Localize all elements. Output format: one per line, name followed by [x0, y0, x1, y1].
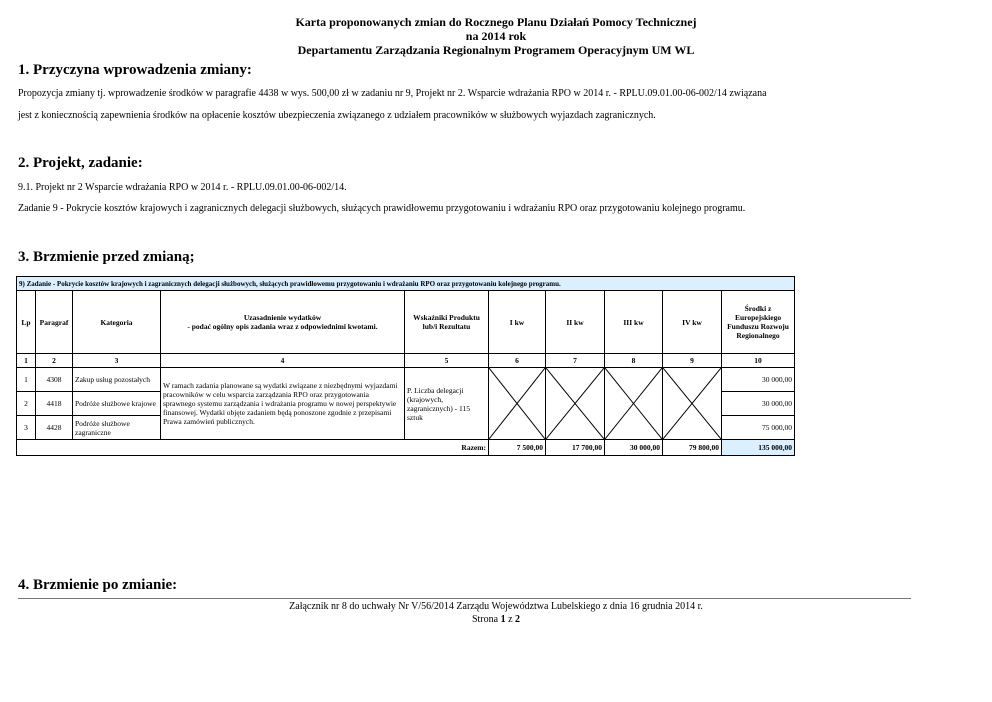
section3-heading: 3. Brzmienie przed zmianą;	[18, 249, 195, 265]
page-current: 1	[500, 614, 506, 625]
sum-row	[17, 440, 795, 456]
department-name: Departamentu Zarządzania Regionalnym Programem Operacyjnym UM WL	[297, 43, 695, 57]
page-prefix: Strona	[471, 614, 499, 625]
crossed-cell-q1	[489, 368, 546, 440]
footer-attachment-note: Załącznik nr 8 do uchwały Nr V/56/2014 Zarządu Województwa Lubelskiego z dnia 16 grudnia 2014 r.	[289, 601, 703, 612]
section4-heading: 4. Brzmienie po zmianie:	[18, 577, 178, 593]
row-srodki: 30 000,00	[722, 368, 795, 392]
header-wskazniki: Wskaźniki Produktu lub/i Rezultatu	[405, 291, 489, 354]
section1-heading: 1. Przyczyna wprowadzenia zmiany:	[18, 62, 252, 78]
header-q4: IV kw	[663, 291, 722, 354]
row-paragraf: 4428	[36, 416, 73, 440]
section2-heading: 2. Projekt, zadanie:	[18, 155, 143, 171]
uzasadnienie-cell: W ramach zadania planowane są wydatki związane z niezbędnymi wyjazdami pracowników w celu wsparcia zarządzania RPO oraz przygotowania sprawnego systemu zarządzania i wdrażania programu w nowej perspektywie finansowej. Wydatki objęte zadaniem będą ponoszone zgodnie z przepisami Prawa zamówień publicznych.	[161, 368, 405, 440]
col-number: 6	[489, 354, 546, 368]
table-caption: 9) Zadanie - Pokrycie kosztów krajowych i zagranicznych delegacji służbowych, służących prawidłowemu przygotowaniu i wdrażaniu RPO oraz przygotowaniu kolejnego programu.	[17, 277, 795, 291]
footer-divider	[18, 598, 911, 599]
header-paragraf: Paragraf	[36, 291, 73, 354]
page-total: 2	[515, 614, 521, 625]
header-lp: Lp	[17, 291, 36, 354]
row-paragraf: 4308	[36, 368, 73, 392]
col-number: 3	[73, 354, 161, 368]
sum-q4: 79 800,00	[663, 440, 722, 456]
row-lp: 3	[17, 416, 36, 440]
crossed-cell-q4	[663, 368, 722, 440]
header-srodki: Środki z Europejskiego Funduszu Rozwoju Regionalnego	[722, 291, 795, 354]
col-number: 7	[546, 354, 605, 368]
sum-total: 135 000,00	[722, 440, 795, 456]
col-number: 1	[17, 354, 36, 368]
crossed-cell-q3	[605, 368, 663, 440]
crossed-cell-q2	[546, 368, 605, 440]
row-kategoria: Podróże służbowe krajowe	[73, 392, 161, 416]
page-separator: z	[508, 614, 513, 625]
row-lp: 2	[17, 392, 36, 416]
document-year: na 2014 rok	[465, 29, 527, 43]
section2-project: 9.1. Projekt nr 2 Wsparcie wdrażania RPO w 2014 r. - RPLU.09.01.00-06-002/14.	[18, 182, 347, 193]
col-number: 5	[405, 354, 489, 368]
wskaznik-cell: P. Liczba delegacji (krajowych, zagranicznych) - 115 sztuk	[405, 368, 489, 440]
section2-task: Zadanie 9 - Pokrycie kosztów krajowych i zagranicznych delegacji służbowych, służących prawidłowemu przygotowaniu i wdrażaniu RPO oraz przygotowaniu kolejnego programu.	[18, 203, 746, 214]
budget-table	[16, 276, 795, 456]
col-number: 10	[722, 354, 795, 368]
col-number: 2	[36, 354, 73, 368]
header-kategoria: Kategoria	[73, 291, 161, 354]
page-indicator	[0, 614, 992, 625]
table-row	[17, 368, 795, 392]
sum-q2: 17 700,00	[546, 440, 605, 456]
sum-q1: 7 500,00	[489, 440, 546, 456]
row-kategoria: Zakup usług pozostałych	[73, 368, 161, 392]
row-srodki: 75 000,00	[722, 416, 795, 440]
row-srodki: 30 000,00	[722, 392, 795, 416]
header-q2: II kw	[546, 291, 605, 354]
header-uzasadnienie-subtitle: - podać ogólny opis zadania wraz z odpowiednimi kwotami.	[187, 322, 378, 331]
section1-text-line2: jest z koniecznością zapewnienia środków na opłacenie kosztów ubezpieczenia związanego z udziałem pracowników w służbowych wyjazdach zagranicznych.	[18, 110, 656, 121]
row-paragraf: 4418	[36, 392, 73, 416]
row-kategoria: Podróże służbowe zagraniczne	[73, 416, 161, 440]
header-uzasadnienie-title: Uzasadnienie wydatków	[243, 313, 322, 322]
col-number: 4	[161, 354, 405, 368]
sum-q3: 30 000,00	[605, 440, 663, 456]
section1-text-line1: Propozycja zmiany tj. wprowadzenie środków w paragrafie 4438 w wys. 500,00 zł w zadaniu nr 9, Projekt nr 2. Wsparcie wdrażania RPO w 2014 r. - RPLU.09.01.00-06-002/14 związana	[18, 88, 767, 99]
header-q3: III kw	[605, 291, 663, 354]
header-q1: I kw	[489, 291, 546, 354]
header-uzasadnienie	[161, 291, 405, 354]
row-lp: 1	[17, 368, 36, 392]
document-title: Karta proponowanych zmian do Rocznego Planu Działań Pomocy Technicznej	[295, 15, 697, 29]
col-number: 8	[605, 354, 663, 368]
col-number: 9	[663, 354, 722, 368]
sum-label: Razem:	[17, 440, 489, 456]
